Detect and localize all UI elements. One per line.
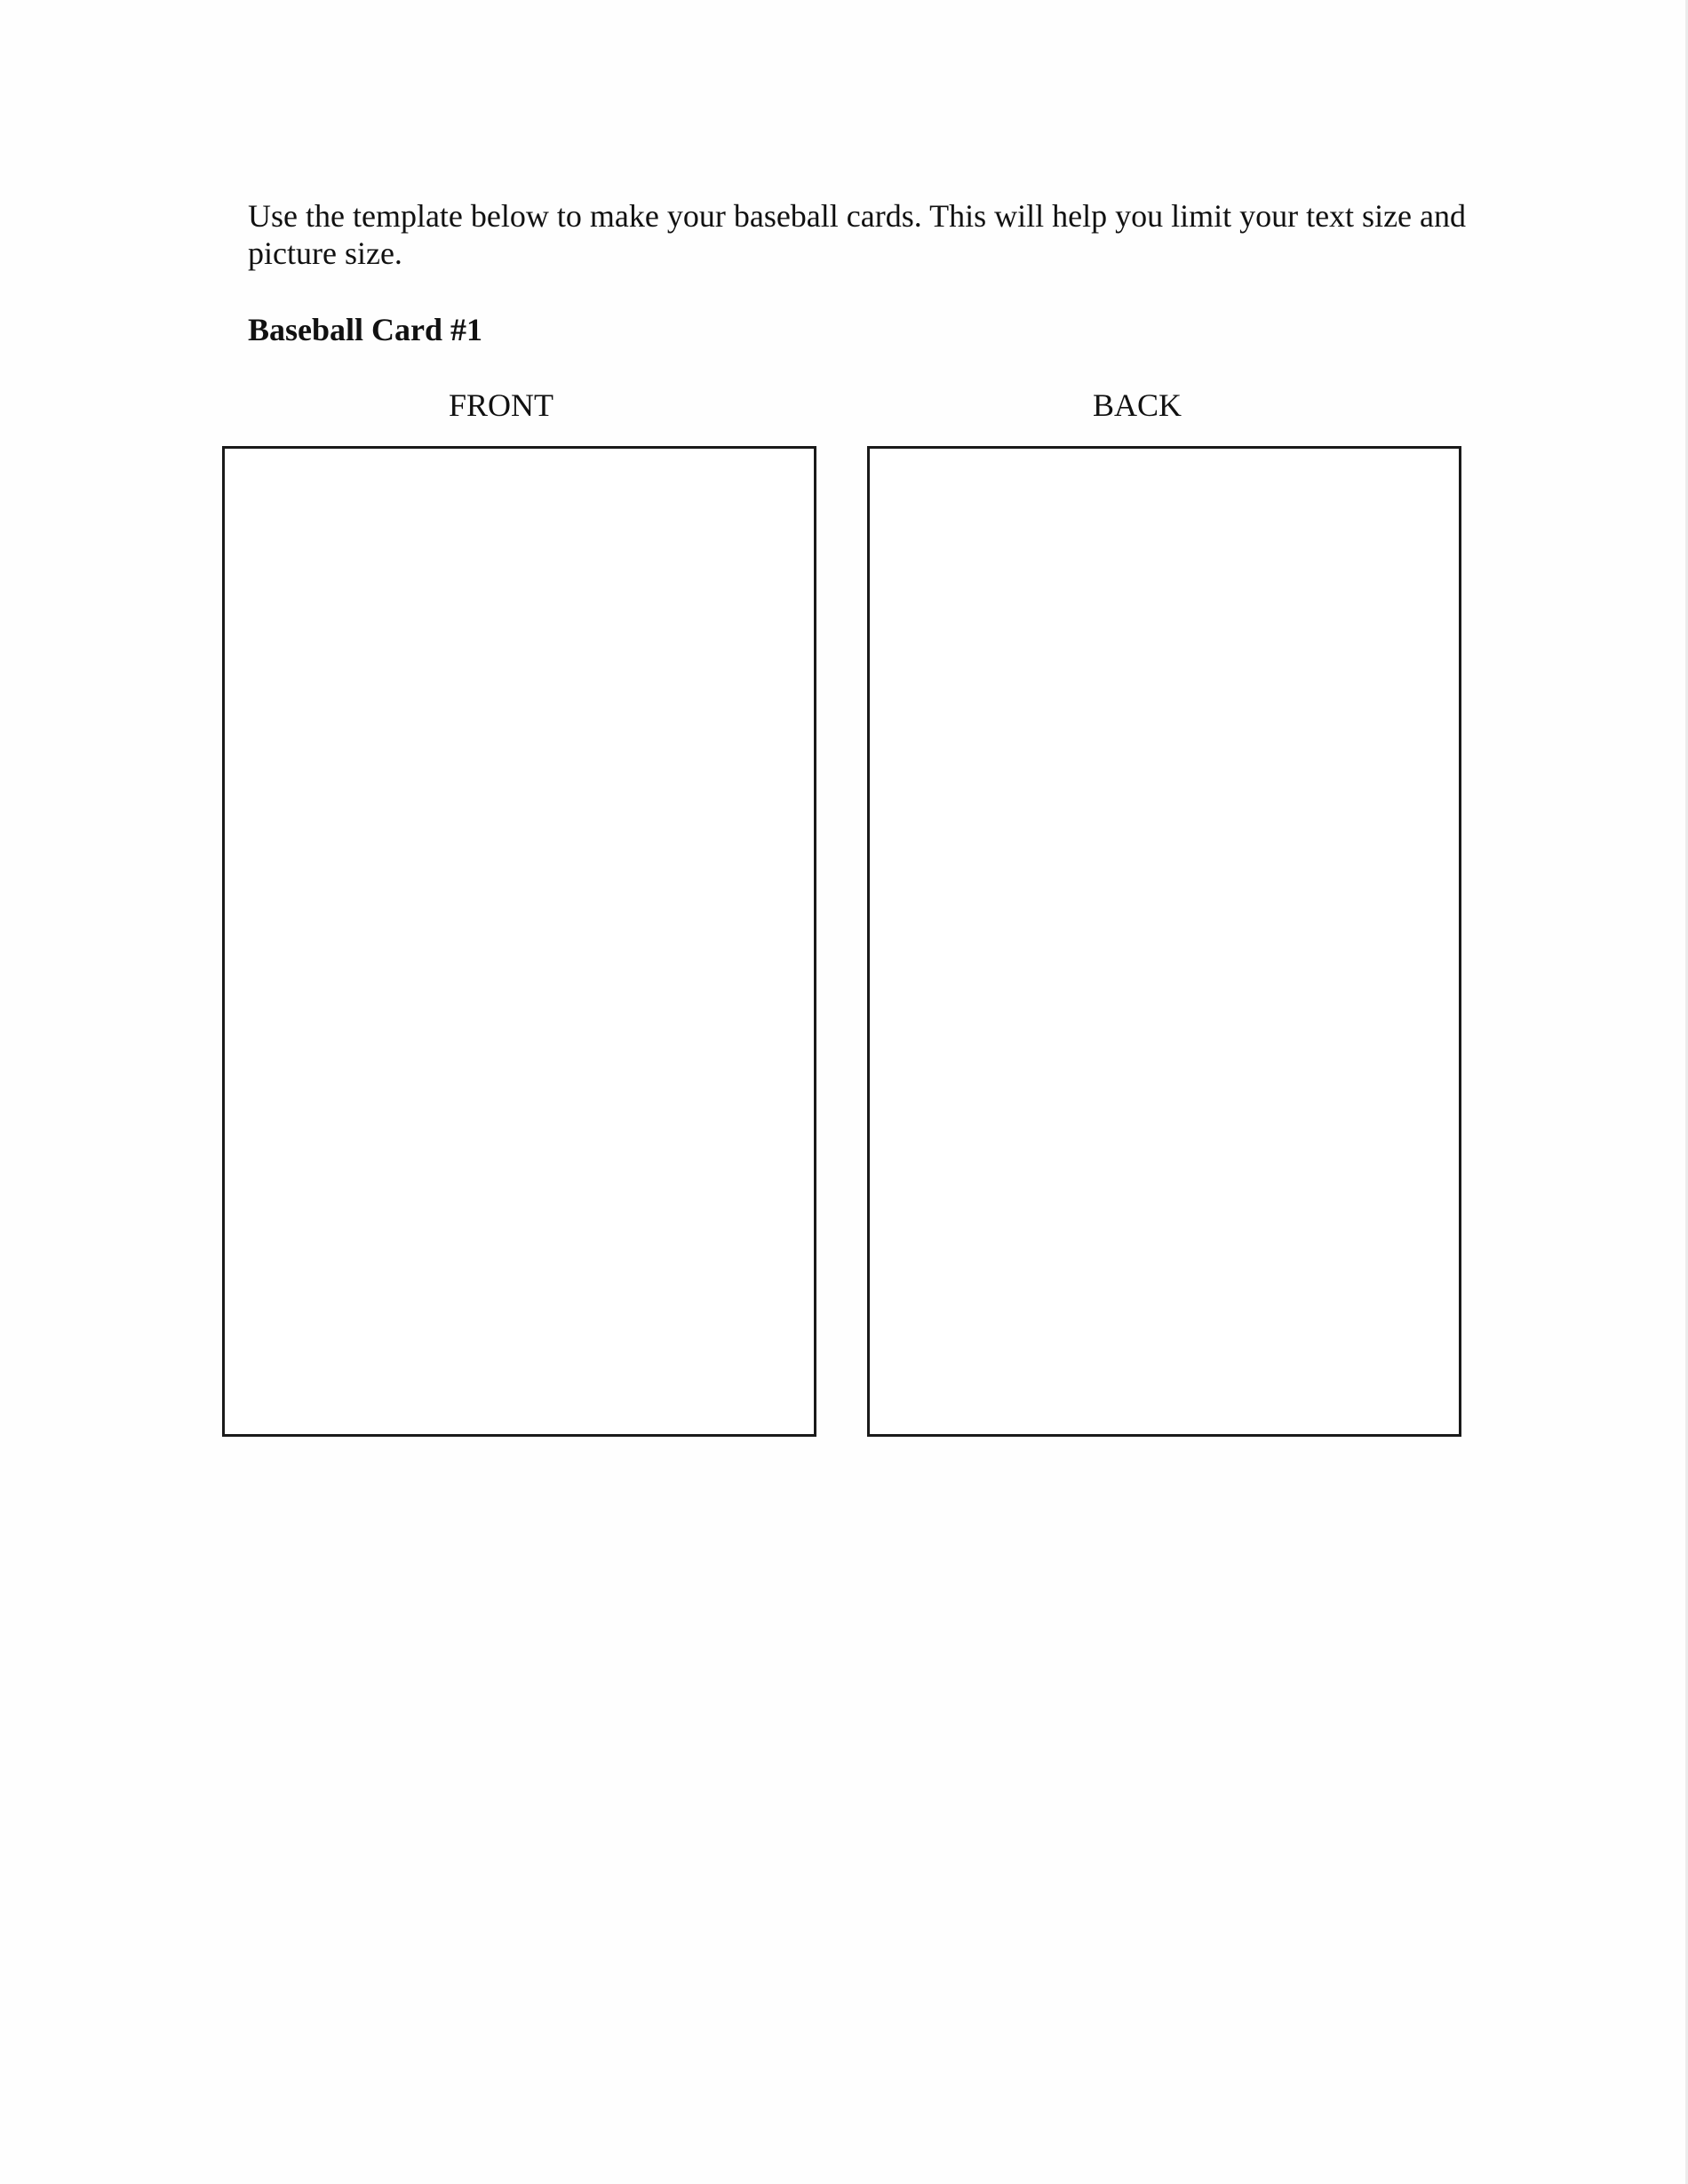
card-front-box [222,446,816,1437]
card-back-box [867,446,1461,1437]
card-heading: Baseball Card #1 [248,312,483,347]
instructions-text: Use the template below to make your baseball cards. This will help you limit your text size and picture size. [248,198,1467,271]
front-label: FRONT [448,387,554,423]
back-label: BACK [1092,387,1182,423]
